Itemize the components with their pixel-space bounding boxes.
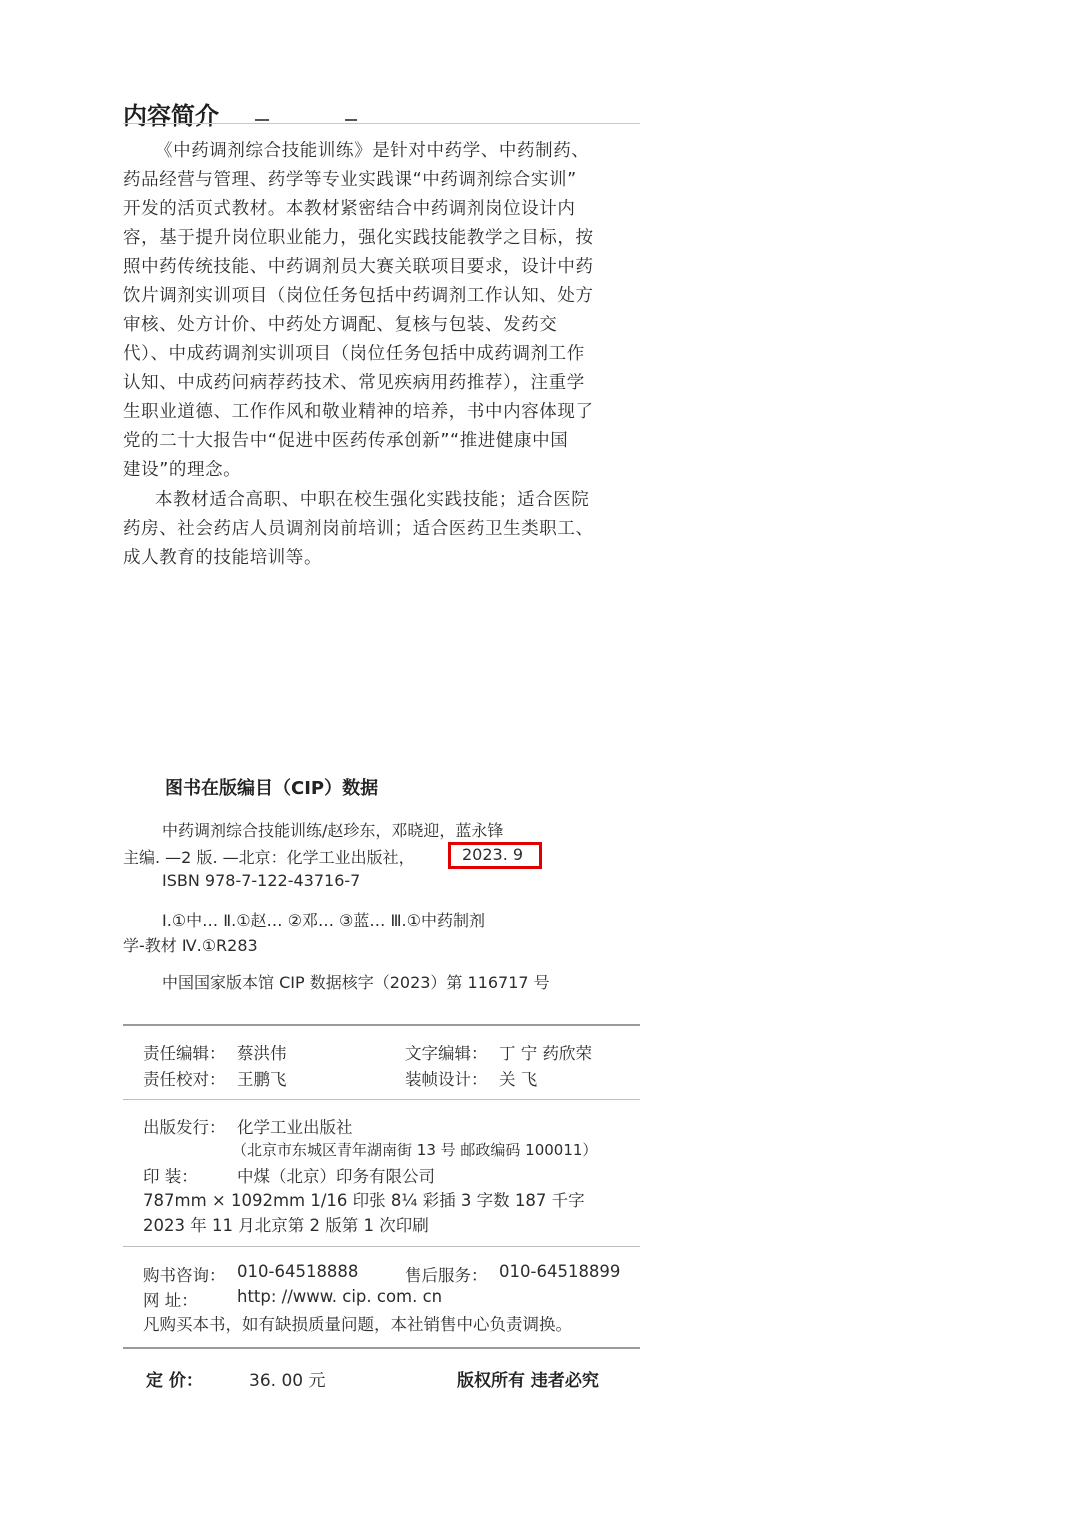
cip-number: 中国国家版本馆 CIP 数据核字（2023）第 116717 号: [162, 973, 550, 992]
text-editor-label: 文字编辑：: [405, 1044, 488, 1063]
publisher-value: 化学工业出版社: [237, 1118, 353, 1137]
printer-label: 印 装：: [143, 1167, 198, 1186]
decorative-dash: [345, 119, 357, 121]
intro-line: 药品经营与管理、药学等专业实践课“中药调剂综合实训”: [123, 170, 577, 190]
cip-line: 学-教材 Ⅳ.①R283: [123, 936, 258, 955]
cip-title: 图书在版编目（CIP）数据: [165, 778, 379, 799]
cip-line: Ⅰ.①中… Ⅱ.①赵… ②邓… ③蓝… Ⅲ.①中药制剂: [162, 911, 485, 930]
intro-title: 内容简介: [123, 102, 219, 130]
web-url: http: //www. cip. com. cn: [237, 1287, 443, 1306]
buy-phone: 010-64518888: [237, 1262, 359, 1281]
intro-line: 建设”的理念。: [123, 460, 242, 480]
intro-line: 生职业道德、工作作风和敬业精神的培养，书中内容体现了: [123, 402, 594, 422]
service-phone: 010-64518899: [499, 1262, 621, 1281]
text-editor-value: 丁 宁 药欣荣: [499, 1044, 592, 1063]
proof-label: 责任校对：: [143, 1070, 226, 1089]
intro-line: 饮片调剂实训项目（岗位任务包括中药调剂工作认知、处方: [123, 286, 594, 306]
editor-value: 蔡洪伟: [237, 1044, 287, 1063]
cip-line: 中药调剂综合技能训练/赵珍东，邓晓迎，蓝永锋: [162, 821, 504, 840]
intro-line: 成人教育的技能培训等。: [123, 548, 323, 568]
printer-value: 中煤（北京）印务有限公司: [237, 1167, 435, 1186]
price-value: 36. 00 元: [249, 1371, 326, 1391]
decorative-dash: [255, 119, 269, 121]
buy-label: 购书咨询：: [143, 1266, 226, 1285]
editor-label: 责任编辑：: [143, 1044, 226, 1063]
divider: [123, 1347, 640, 1349]
publisher-address: （北京市东城区青年湖南街 13 号 邮政编码 100011）: [232, 1141, 598, 1159]
print-edition: 2023 年 11 月北京第 2 版第 1 次印刷: [143, 1216, 429, 1235]
intro-line: 认知、中成药问病荐药技术、常见疾病用药推荐），注重学: [123, 373, 585, 393]
intro-line: 药房、社会药店人员调剂岗前培训；适合医药卫生类职工、: [123, 519, 594, 539]
intro-line: 《中药调剂综合技能训练》是针对中药学、中药制药、: [155, 141, 590, 161]
cip-isbn: ISBN 978-7-122-43716-7: [162, 871, 361, 890]
publisher-label: 出版发行：: [143, 1118, 226, 1137]
intro-line: 容，基于提升岗位职业能力，强化实践技能教学之目标，按: [123, 228, 594, 248]
design-value: 关 飞: [499, 1070, 538, 1089]
date-highlight-box: [448, 842, 542, 869]
copyright-notice: 版权所有 违者必究: [457, 1371, 599, 1391]
price-label: 定 价：: [146, 1371, 203, 1391]
intro-line: 开发的活页式教材。本教材紧密结合中药调剂岗位设计内: [123, 199, 576, 219]
proof-value: 王鹏飞: [237, 1070, 287, 1089]
exchange-notice: 凡购买本书，如有缺损质量问题，本社销售中心负责调换。: [143, 1315, 572, 1334]
intro-line: 审核、处方计价、中药处方调配、复核与包装、发药交: [123, 315, 558, 335]
intro-line: 本教材适合高职、中职在校生强化实践技能；适合医院: [155, 490, 590, 510]
intro-line: 党的二十大报告中“促进中医药传承创新”“推进健康中国: [123, 431, 569, 451]
intro-title-rule: [123, 123, 640, 124]
service-label: 售后服务：: [405, 1266, 488, 1285]
divider: [123, 1024, 640, 1026]
book-specs: 787mm × 1092mm 1/16 印张 8¼ 彩插 3 字数 187 千字: [143, 1191, 585, 1210]
design-label: 装帧设计：: [405, 1070, 488, 1089]
divider: [123, 1099, 640, 1100]
cip-date: 2023. 9: [462, 845, 524, 864]
web-label: 网 址：: [143, 1291, 198, 1310]
divider: [123, 1246, 640, 1247]
cip-line: 主编. —2 版. —北京：化学工业出版社，: [123, 848, 415, 867]
intro-line: 照中药传统技能、中药调剂员大赛关联项目要求，设计中药: [123, 257, 594, 277]
intro-line: 代）、中成药调剂实训项目（岗位任务包括中成药调剂工作: [123, 344, 585, 364]
